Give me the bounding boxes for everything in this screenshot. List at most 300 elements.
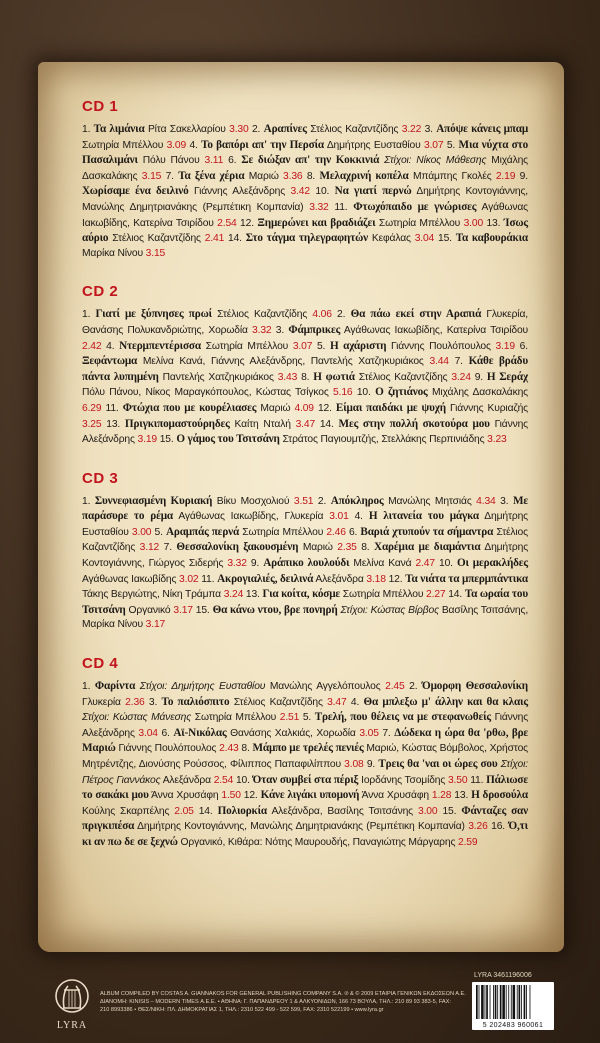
track-artist: Αγάθωνας Ιακωβίδης	[82, 573, 177, 585]
track-number: 4.	[106, 340, 115, 352]
track-title: Φάνταζες σαν πριγκιπέσα	[82, 804, 528, 833]
track-lyricist: Στίχοι: Κώστας Μάνεσης	[82, 712, 192, 724]
track-number: 3.	[275, 324, 285, 336]
track-artist: Στέλιος Καζαντζίδης	[310, 124, 399, 135]
track-artist: Σωτηρία Μπέλλου	[242, 526, 324, 538]
track-duration: 3.05	[359, 727, 379, 739]
track-lyricist: Στίχοι: Δημήτρης Ευσταθίου	[139, 681, 266, 693]
track-artist: Στέλιος Καζαντζίδης	[233, 696, 323, 708]
track-number: 5.	[154, 526, 163, 538]
track-duration: 2.35	[337, 542, 357, 554]
track-number: 4.	[189, 139, 198, 151]
track-title: Φτώχια που με κουρέλιασες	[122, 401, 257, 414]
track-number: 15.	[195, 604, 210, 616]
track-artist: Μελίνα Κανά	[353, 558, 412, 570]
track-title: Θεσσαλονίκη ξακουσμένη	[176, 541, 299, 554]
track-lyricist: Στίχοι: Κώστας Βίρβος	[340, 604, 439, 616]
track-duration: 2.42	[82, 340, 102, 352]
track-title: Θα μπλεξω μ' άλλην και θα κλαις	[363, 695, 528, 708]
track-number: 2.	[251, 124, 261, 135]
track-artist: Αλεξάνδρα	[315, 573, 364, 585]
track-artist: Γιάννης Αλεξάνδρης	[82, 712, 529, 739]
track-title: Αϊ-Νικόλας	[173, 726, 227, 739]
track-title: Δώδεκα η ώρα θα 'ρθω, βρε Μαριώ	[82, 726, 529, 755]
track-number: 2.	[409, 681, 418, 693]
track-item	[82, 124, 252, 135]
track-item	[251, 558, 439, 569]
track-artist: Μιχάλης Δασκαλάκης	[431, 387, 528, 399]
track-artist: Μαριώ	[260, 402, 291, 414]
track-title: Μες στην πολλή σκοτούρα μου	[338, 417, 490, 430]
track-artist: Δημήτρης Ευσταθίου	[326, 139, 421, 151]
track-number: 10.	[315, 186, 330, 198]
track-title: Συννεφιασμένη Κυριακή	[94, 494, 213, 507]
track-title: Μάμπο με τρελές πενιές	[252, 742, 364, 755]
track-artist: Ιορδάνης Τσομίδης	[361, 774, 446, 786]
track-item	[236, 775, 470, 786]
credits	[100, 990, 472, 1014]
track-duration: 3.11	[204, 155, 224, 167]
track-duration: 3.43	[277, 371, 298, 383]
track-duration: 3.15	[141, 170, 162, 182]
track-duration: 2.47	[415, 558, 435, 570]
track-duration: 3.01	[329, 511, 349, 523]
track-number: 10.	[439, 558, 453, 570]
track-item	[244, 790, 455, 801]
track-title: Κάθε βράδυ πάντα λυπημένη	[82, 355, 528, 383]
track-duration: 3.44	[429, 356, 449, 368]
cd-section	[82, 98, 528, 261]
track-number: 9.	[366, 759, 376, 770]
track-title: Η αχάριστη	[329, 339, 387, 352]
track-duration: 3.24	[223, 589, 244, 601]
track-number: 9.	[250, 558, 260, 570]
track-title: Ίσως αύριο	[82, 216, 528, 245]
track-artist: Γιάννης Πουλόπουλος	[118, 743, 217, 755]
track-number: 16.	[491, 821, 506, 833]
track-duration: 3.25	[82, 418, 102, 430]
track-title: Ο γάμος του Τσιτσάνη	[176, 433, 280, 446]
track-number: 9.	[519, 170, 528, 182]
track-artist: Αλεξάνδρα, Βασίλης Τσιτσάνης	[271, 805, 413, 817]
track-item	[166, 171, 307, 182]
track-title: Θα πάω εκεί στην Αραπιά	[350, 308, 482, 321]
track-number: 11.	[201, 573, 215, 585]
cd-section	[82, 655, 528, 851]
barcode-bars-icon	[476, 985, 550, 1019]
track-number: 1.	[82, 309, 91, 321]
track-title: Τρεις θα 'ναι οι ώρες σου	[378, 758, 498, 770]
track-title: Πολιορκία	[217, 804, 268, 817]
track-title: Απόκληρος	[330, 494, 384, 507]
lyra-logo-icon	[54, 978, 90, 1026]
track-item	[199, 806, 443, 817]
track-title: Να γιατί περνώ	[334, 185, 412, 198]
track-number: 3.	[424, 124, 433, 135]
cd-section	[82, 470, 528, 633]
track-number: 7.	[454, 356, 463, 368]
track-duration: 2.45	[385, 681, 405, 693]
track-number: 10.	[356, 387, 371, 399]
track-item	[201, 574, 388, 585]
track-title: Η Σεράχ	[486, 370, 528, 383]
track-item	[161, 728, 382, 739]
track-number: 15.	[159, 434, 174, 446]
track-number: 6.	[161, 727, 170, 739]
track-number: 8.	[361, 542, 370, 554]
cd-title: CD 2	[82, 283, 119, 301]
track-duration: 3.04	[414, 233, 435, 245]
track-item	[246, 589, 448, 600]
track-duration: 3.02	[179, 573, 199, 585]
track-artist: Αλεξάνδρα	[162, 774, 211, 786]
track-item	[252, 124, 425, 135]
track-item	[301, 372, 475, 383]
track-number: 14.	[198, 805, 213, 817]
track-artist: Καίτη Νταλή	[234, 418, 291, 430]
track-title: Οι μερακλήδες	[456, 557, 528, 570]
track-number: 3.	[500, 495, 509, 507]
track-number: 3.	[148, 696, 158, 708]
track-duration: 4.34	[476, 495, 496, 507]
track-title: Γιατί με ξύπνησες πρωί	[95, 308, 212, 321]
track-duration: 3.00	[418, 805, 438, 817]
track-item	[307, 171, 520, 182]
track-number: 1.	[82, 495, 91, 507]
track-number: 15.	[438, 233, 452, 245]
track-list	[82, 122, 528, 261]
track-item	[106, 403, 318, 414]
track-lyricist: Στίχοι: Πέτρος Γιαννάκος	[82, 759, 528, 786]
track-title: Φτωχόπαιδο με γνώρισες	[353, 200, 477, 213]
track-artist: Θανάσης Χαλκιάς, Χορωδία	[230, 727, 356, 739]
track-title: Μια νύχτα στο Πασαλιμάνι	[82, 138, 529, 167]
track-number: 11.	[105, 402, 119, 414]
track-artist: Αγάθωνας Ιακωβίδης, Γλυκερία	[178, 511, 324, 523]
track-duration: 3.17	[145, 619, 166, 631]
track-item	[228, 233, 438, 244]
track-duration: 2.43	[219, 743, 239, 755]
track-artist: Αγάθωνας Ιακωβίδης, Κατερίνα Τσιρίδου	[343, 324, 529, 336]
track-duration: 3.50	[447, 774, 468, 786]
tracklist	[82, 98, 528, 873]
track-duration: 3.51	[293, 495, 314, 507]
track-artist: Γιάννης Κυριαζής	[450, 402, 528, 414]
track-artist: Γλυκερία, Θανάσης Πολυκανδριώτης, Χορωδία	[82, 309, 528, 336]
track-duration: 3.23	[487, 434, 507, 446]
track-title: Φαρίντα	[94, 680, 136, 693]
track-artist: Σωτηρία Μπέλλου	[205, 340, 289, 352]
track-item	[82, 309, 337, 320]
track-number: 6.	[228, 155, 237, 167]
track-title: Είμαι παιδάκι με ψυχή	[335, 401, 446, 414]
track-artist: Μπάμπης Γκολές	[412, 170, 492, 182]
track-title: Τα νιάτα τα μπερμπάντικα	[405, 572, 528, 585]
track-duration: 1.28	[431, 790, 452, 802]
track-item	[189, 140, 446, 151]
track-duration: 2.54	[217, 217, 237, 229]
track-number: 13.	[454, 790, 469, 802]
track-item	[240, 218, 486, 229]
track-artist: Κεφάλας	[371, 233, 411, 245]
track-duration: 3.47	[295, 418, 316, 430]
track-title: Θα κάνω ντου, βρε πονηρή	[212, 603, 338, 616]
track-artist: Σωτηρία Μπέλλου	[342, 589, 424, 601]
track-title: Για κοίτα, κόσμε	[262, 588, 341, 601]
track-item	[318, 496, 500, 507]
track-artist: Τάκης Βεργιώτης, Νίκη Τράμπα	[82, 589, 221, 601]
track-duration: 3.08	[344, 759, 364, 770]
track-artist: Στέλιος Καζαντζίδης	[358, 371, 448, 383]
track-number: 5.	[316, 340, 326, 352]
track-number: 14.	[319, 418, 334, 430]
track-title: Αραμπάς περνά	[165, 525, 240, 538]
track-artist: Μαριώ	[302, 542, 333, 554]
track-number: 8.	[306, 170, 316, 182]
track-artist: Άννα Χρυσάφη	[361, 790, 429, 802]
track-number: 12.	[243, 790, 258, 802]
track-number: 15.	[442, 805, 457, 817]
footer	[50, 972, 550, 1036]
track-number: 11.	[334, 201, 348, 213]
track-title: Ο ζητιάνος	[375, 386, 428, 399]
track-artist: Αγάθωνας Ιακωβίδης, Κατερίνα Τσιρίδου	[82, 201, 528, 229]
track-title: Πάλιωσε το σακάκι μου	[82, 773, 528, 802]
track-number: 1.	[82, 124, 91, 135]
track-lyricist: Στίχοι: Νίκος Μάθεσης	[384, 155, 487, 167]
track-duration: 3.18	[366, 573, 386, 585]
track-artist: Άννα Χρυσάφη	[151, 790, 219, 802]
track-title: Η δροσούλα	[471, 789, 528, 802]
track-artist: Γιάννης Αλεξάνδρης	[194, 186, 286, 198]
cd-section	[82, 283, 528, 447]
track-duration: 3.12	[139, 542, 160, 554]
track-title: Αράπικο λουλούδι	[263, 557, 350, 570]
track-title: Πριγκιπομαστούρηδες	[124, 417, 230, 430]
track-item	[106, 341, 317, 352]
track-duration: 2.59	[458, 836, 478, 848]
track-item	[82, 681, 409, 692]
track-duration: 3.30	[229, 124, 249, 135]
track-artist: Οργανικό	[128, 604, 171, 616]
track-duration: 2.51	[279, 712, 300, 724]
cd-title: CD 1	[82, 98, 119, 115]
track-artist: Παντελής Χατζηκυριάκος	[162, 371, 274, 383]
track-number: 2.	[337, 309, 346, 321]
track-duration: 2.41	[204, 233, 225, 245]
track-number: 13.	[245, 589, 260, 601]
logo-text: LYRA	[56, 1020, 88, 1031]
barcode-number: 5 202483 960061	[482, 1022, 544, 1029]
track-artist: Στέλιος Καζαντζίδης	[82, 526, 528, 554]
track-title: Τρελή, που θέλεις να με στεφανωθείς	[314, 711, 491, 724]
track-number: 10.	[235, 774, 250, 786]
track-duration: 2.05	[174, 805, 194, 817]
cd-title: CD 3	[82, 469, 119, 487]
track-artist: Πόλυ Πάνου	[142, 155, 200, 167]
track-title: Η φωτιά	[313, 370, 355, 383]
track-artist: Πόλυ Πάνου, Νίκος Μαραγκόπουλος, Κώστας Τσίγκος	[82, 387, 329, 399]
track-list	[82, 679, 528, 851]
track-item	[149, 697, 351, 708]
track-duration: 3.47	[327, 696, 347, 708]
track-item	[164, 542, 362, 553]
track-number: 13.	[486, 217, 501, 229]
track-title: Βαριά χτυπούν τα σήμαντρα	[360, 525, 494, 538]
track-title: Ξεφάντωμα	[82, 355, 138, 368]
track-title: Τα ξένα χέρια	[178, 169, 245, 182]
track-duration: 2.27	[426, 589, 446, 601]
track-duration: 3.24	[451, 371, 471, 383]
track-number: 6.	[519, 340, 528, 352]
track-title: Αραπίνες	[263, 123, 307, 135]
track-number: 6.	[348, 526, 358, 538]
track-artist: Γλυκερία	[82, 696, 121, 708]
track-title: Σε διώξαν απ' την Κοκκινιά	[241, 154, 380, 167]
track-duration: 3.00	[463, 217, 484, 229]
track-artist: Σωτηρία Μπέλλου	[82, 139, 164, 151]
track-title: Ντερμπεντέρισσα	[119, 339, 201, 352]
track-number: 4.	[350, 696, 360, 708]
credits-line: ALBUM COMPILED BY COSTAS A. GIANNAKOS FOR GENERAL PUBLISHING COMPANY S.A. ℗ & © 2009 ΕΤΑΙΡΙΑ ΓΕΝΙΚΩΝ ΕΚΔΟΣΕΩΝ Α.Ε.	[100, 991, 466, 997]
track-number: 8.	[301, 371, 310, 383]
track-title: Μελαχρινή κοπέλα	[319, 169, 409, 182]
track-artist: Μιχάλης Δασκαλάκης	[82, 155, 528, 182]
track-title: Στο τάγμα τηλεγραφητών	[245, 232, 369, 245]
track-item	[155, 527, 349, 538]
track-number: 9.	[474, 371, 483, 383]
track-duration: 5.16	[333, 387, 353, 399]
track-list	[82, 307, 528, 447]
track-number: 13.	[106, 418, 121, 430]
track-artist: Γιάννης Αλεξάνδρης	[82, 418, 528, 446]
track-number: 11.	[470, 774, 484, 786]
track-duration: 2.36	[125, 696, 145, 708]
track-title: Φάμπρικες	[288, 323, 341, 336]
track-duration: 3.09	[166, 139, 187, 151]
track-duration: 3.04	[138, 727, 158, 739]
track-artist: Δημήτρης Κοντογιάννης, Μανώλης Δημητριανάκης (Ρεμπέτικη Κομπανία)	[82, 186, 529, 213]
track-number: 5.	[302, 712, 312, 724]
track-duration: 3.36	[283, 170, 303, 182]
track-duration: 3.17	[173, 604, 193, 616]
track-artist: Κούλης Σκαρπέλης	[82, 805, 170, 817]
barcode	[472, 982, 554, 1030]
track-duration: 6.29	[82, 402, 102, 414]
track-duration: 3.22	[401, 124, 422, 135]
track-number: 7.	[165, 170, 174, 182]
track-artist: Οργανικό, Κιθάρα: Νότης Μαυρουδής, Παναγιώτης Μάργαρης	[180, 836, 456, 848]
track-artist: Σωτηρία Μπέλλου	[378, 217, 461, 229]
track-title: Ξημερώνει και βραδιάζει	[257, 216, 376, 229]
track-duration: 3.42	[290, 186, 310, 198]
track-duration: 3.32	[309, 201, 329, 213]
track-number: 7.	[163, 542, 172, 554]
track-artist: Μαριώ, Κώστας Βόμβολος, Χρήστος Μητρέντζης, Διονύσης Ρούσσος, Φίλιππος Παπαφιλίππου	[82, 743, 528, 770]
track-title: Το παλιόσπιτο	[161, 695, 230, 708]
track-artist: Μαρίκα Νίνου	[82, 247, 143, 259]
track-number: 7.	[382, 727, 391, 739]
track-number: 12.	[240, 217, 254, 229]
track-artist: Στέλιος Καζαντζίδης	[112, 233, 201, 245]
track-artist: Ρίτα Σακελλαρίου	[147, 124, 226, 135]
track-duration: 3.00	[131, 526, 152, 538]
track-number: 14.	[448, 589, 463, 601]
track-duration: 3.19	[495, 340, 515, 352]
cd-title: CD 4	[82, 655, 119, 673]
track-artist: Γιάννης Πουλόπουλος	[391, 340, 491, 352]
track-title: Τα ωραία του Τσιτσάνη	[82, 588, 529, 616]
track-artist: Δημήτρης Κοντογιάννης, Γιώργος Σιδερής	[82, 542, 529, 570]
track-item	[106, 419, 320, 430]
track-number: 4.	[354, 511, 363, 523]
track-artist: Μαριώ	[248, 170, 279, 182]
track-duration: 3.15	[145, 247, 166, 259]
credits-line: 210 8993386 • ΘΕΣ/ΝΙΚΗ: ΠΛ. ΔΗΜΟΚΡΑΤΙΑΣ 1, ΤΗΛ.: 2310 522 499 - 522 599, FAX: 2310 522199 • www.lyra.gr	[100, 1007, 384, 1013]
track-duration: 3.26	[468, 821, 488, 833]
track-number: 14.	[228, 233, 242, 245]
track-item	[317, 341, 520, 352]
track-title: Κάνε λιγάκι υπομονή	[260, 789, 360, 802]
track-title: Όμορφη Θεσσαλονίκη	[422, 680, 528, 693]
track-artist: Μανώλης Μητσιάς	[388, 495, 472, 507]
credits-line: ΔΙΑΝΟΜΗ: KINISIS – MODERN TIMES Α.Ε.Ε. • ΑΘΗΝΑ: Γ. ΠΑΠΑΝΔΡΕΟΥ 1 & ΑΛΚΥΟΝΙΔΩΝ, 166 73 ΒΟΥΛΑ, ΤΗΛ.: 210 89 93 383-5, FAX:	[100, 999, 451, 1005]
track-artist: Βασίλης Τσιτσάνης, Μαρίκα Νίνου	[82, 604, 529, 631]
track-artist: Στράτος Παγιουμτζής, Στελλάκης Περπινιάδης	[282, 434, 485, 446]
track-title: Το βαπόρι απ' την Περσία	[201, 138, 324, 151]
track-artist: Δημήτρης Κοντογιάννης, Μανώλης Δημητριανάκης (Ρεμπέτικη Κομπανία)	[137, 821, 465, 833]
track-duration: 3.07	[424, 139, 444, 151]
track-number: 12.	[317, 402, 332, 414]
track-artist: Μανώλης Αγγελόπουλος	[269, 681, 381, 693]
track-title: Ακρογιαλιές, δειλινά	[217, 572, 314, 585]
track-duration: 2.46	[326, 526, 346, 538]
track-artist: Βίκυ Μοσχολιού	[216, 495, 290, 507]
catalog-number: LYRA 3461196006	[474, 972, 532, 979]
track-title: Ό,τι κι αν πω δε σε ξεχνώ	[82, 820, 528, 848]
track-title: Χαρέμια με διαμάντια	[374, 541, 481, 554]
track-duration: 1.50	[221, 790, 241, 802]
track-title: Όταν συμβεί στα πέριξ	[252, 773, 359, 786]
track-artist: Στέλιος Καζαντζίδης	[217, 309, 308, 321]
track-title: Απόψε κάνεις μπαμ	[436, 123, 529, 135]
track-artist: Μελίνα Κανά, Γιάννης Αλεξάνδρης, Παντελής Χατζηκυριάκος	[142, 356, 424, 368]
track-number: 2.	[317, 495, 327, 507]
track-title: Χωρίσαμε ένα δειλινό	[82, 185, 189, 198]
track-title: Τα καβουράκια	[455, 232, 528, 245]
track-title: Η λιτανεία του μάγκα	[368, 510, 479, 523]
track-number: 5.	[446, 139, 456, 151]
track-duration: 3.07	[292, 340, 313, 352]
track-artist: Δημήτρης Ευσταθίου	[82, 511, 528, 538]
track-duration: 2.19	[495, 170, 516, 182]
track-duration: 3.32	[252, 324, 272, 336]
track-duration: 3.19	[137, 434, 157, 446]
track-number: 1.	[82, 681, 91, 693]
track-duration: 3.32	[227, 558, 247, 570]
track-artist: Σωτηρία Μπέλλου	[194, 712, 277, 724]
track-title: Τα λιμάνια	[93, 123, 145, 135]
track-item	[82, 496, 318, 507]
track-list	[82, 494, 528, 633]
track-item	[160, 434, 507, 445]
track-title: Με παράσυρε το ρέμα	[82, 494, 529, 523]
track-duration: 4.09	[294, 402, 314, 414]
track-number: 8.	[241, 743, 250, 755]
track-duration: 4.06	[312, 309, 332, 321]
track-duration: 2.54	[213, 774, 234, 786]
track-number: 12.	[388, 573, 403, 585]
